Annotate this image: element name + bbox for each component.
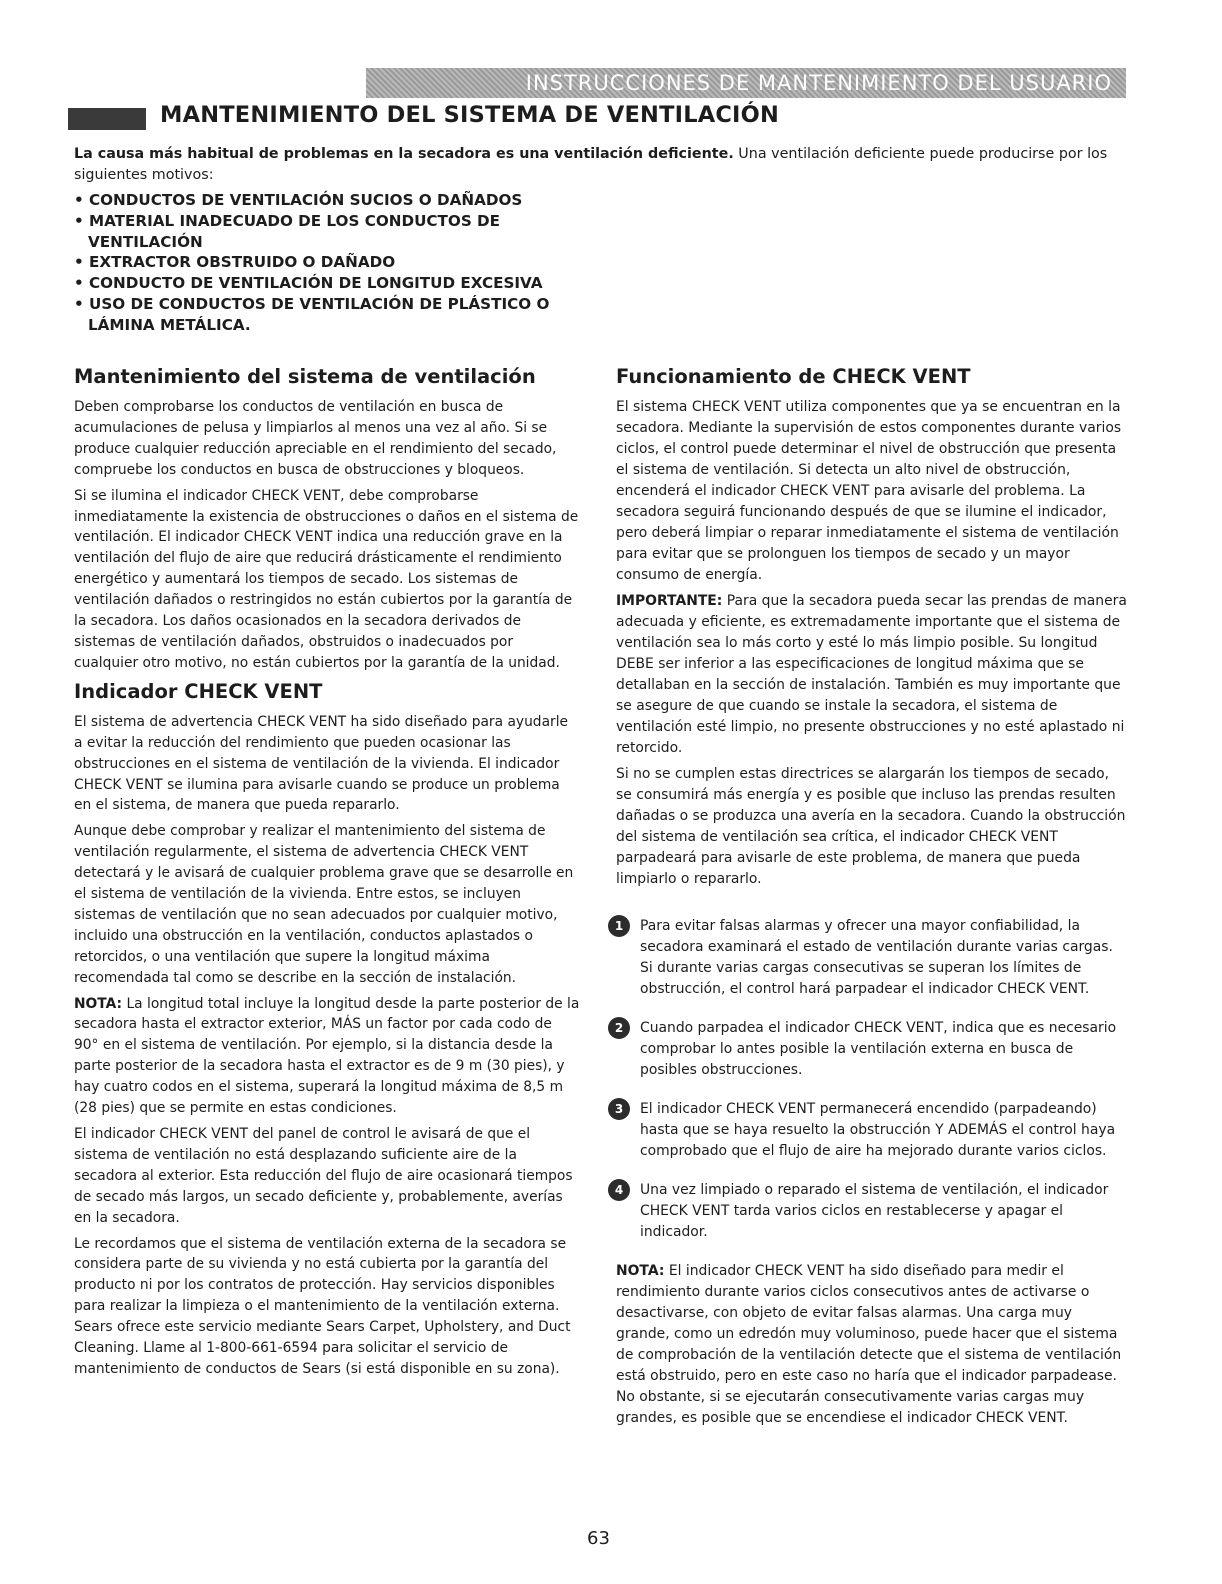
paragraph: Aunque debe comprobar y realizar el mantenimiento del sistema de ventilación regularmente, el sistema de advertencia CHECK VENT detectará y le avisará de cualquier problema grave que se desarrolle en el sistema de ventilación de la vivienda. Entre estos, se incluyen sistemas de ventilación que no sean adecuados por cualquier motivo, incluido una obstrucción en la ventilación, conductos aplastados o retorcidos, o una ventilación que supere la longitud máxima recomendada tal como se describe en la sección de instalación.: [74, 823, 574, 986]
paragraph: Si se ilumina el indicador CHECK VENT, debe comprobarse inmediatamente la existencia de obstrucciones o daños en el sistema de ventilación. El indicador CHECK VENT indica una reducción grave en la ventilación del flujo de aire que reducirá drásticamente el rendimiento energético y aumentará los tiempos de secado. Los sistemas de ventilación dañados o restringidos no están cubiertos por la garantía de la secadora. Los daños ocasionados en la secadora derivados de sistemas de ventilación dañados, obstruidos o inadecuados por cualquier otro motivo, no están cubiertos por la garantía de la unidad.: [74, 487, 579, 671]
paragraph: El sistema CHECK VENT utiliza componentes que ya se encuentran en la secadora. Mediante la supervisión de estos componentes durante varios ciclos, el control puede determinar el nivel de obstrucción que presenta el sistema de ventilación. Si detecta un alto nivel de obstrucción, encenderá el indicador CHECK VENT para avisarle del problema. La secadora seguirá funcionando después de que se ilumine el indicador, pero deberá limpiar o reparar inmediatamente el sistema de ventilación para evitar que se prolonguen los tiempos de secado y un mayor consumo de energía.: [616, 399, 1122, 583]
step-text: El indicador CHECK VENT permanecerá encendido (parpadeando) hasta que se haya resuelto la obstrucción Y ADEMÁS el control haya comprobado que el flujo de aire ha mejorado durante varios ciclos.: [640, 1101, 1116, 1159]
paragraph: Deben comprobarse los conductos de ventilación en busca de acumulaciones de pelusa y limpiarlos al menos una vez al año. Si se produce cualquier reducción apreciable en el rendimiento del secado, compruebe los conductos en busca de obstrucciones y bloqueos.: [74, 399, 557, 478]
list-item: • USO DE CONDUCTOS DE VENTILACIÓN DE PLÁSTICO O LÁMINA METÁLICA.: [74, 294, 584, 336]
cause-list: [74, 190, 584, 336]
important-text: Para que la secadora pueda secar las prendas de manera adecuada y eficiente, es extremadamente importante que el sistema de ventilación sea lo más corto y esté lo más limpio posible. Su longitud DEBE ser inferior a las especificaciones de longitud máxima que se detallaban en la sección de instalación. También es muy importante que se asegure de que cuando se instale la secadora, el sistema de ventilación esté limpio, no presente obstrucciones y no esté aplastado ni retorcido.: [616, 593, 1127, 756]
section-banner: INSTRUCCIONES DE MANTENIMIENTO DEL USUARIO: [366, 68, 1126, 98]
note-paragraph: [616, 1261, 1128, 1429]
note-label: NOTA:: [74, 995, 123, 1012]
step-item: [616, 1018, 1128, 1081]
step-text: Para evitar falsas alarmas y ofrecer una mayor confiabilidad, la secadora examinará el estado de ventilación durante varias cargas. Si durante varias cargas consecutivas se superan los límites de obstrucción, el control hará parpadear el indicador CHECK VENT.: [640, 918, 1113, 997]
important-paragraph: [616, 591, 1128, 759]
list-item: • MATERIAL INADECUADO DE LOS CONDUCTOS DE VENTILACIÓN: [74, 211, 584, 253]
list-item: • CONDUCTOS DE VENTILACIÓN SUCIOS O DAÑADOS: [74, 190, 584, 211]
note-label: NOTA:: [616, 1263, 665, 1279]
heading-vent-maintenance: Mantenimiento del sistema de ventilación: [74, 365, 536, 388]
step-number-badge: 4: [608, 1179, 630, 1201]
numbered-steps: [616, 916, 1128, 1243]
page-number: 63: [587, 1528, 610, 1549]
page-title: MANTENIMIENTO DEL SISTEMA DE VENTILACIÓN: [160, 102, 779, 128]
intro-rest: Una ventilación deficiente puede producirse por los siguientes motivos:: [74, 146, 1108, 183]
right-column: [616, 364, 1128, 1434]
step-item: [616, 916, 1128, 1000]
list-item: • CONDUCTO DE VENTILACIÓN DE LONGITUD EXCESIVA: [74, 273, 584, 294]
step-text: Cuando parpadea el indicador CHECK VENT, indica que es necesario comprobar lo antes posible la ventilación externa en busca de posibles obstrucciones.: [640, 1020, 1117, 1078]
note-text: La longitud total incluye la longitud desde la parte posterior de la secadora hasta el extractor exterior, MÁS un factor por cada codo de 90° en el sistema de ventilación. Por ejemplo, si la distancia desde la parte posterior de la secadora hasta el extractor es de 9 m (30 pies), y hay cuatro codos en el sistema, superará la longitud máxima de 8,5 m (28 pies) que se permite en estas condiciones.: [74, 995, 580, 1117]
paragraph: El indicador CHECK VENT del panel de control le avisará de que el sistema de ventilación no está desplazando suficiente aire de la secadora al exterior. Esta reducción del flujo de aire ocasionará tiempos de secado más largos, un secado deficiente y, probablemente, averías en la secadora.: [74, 1126, 573, 1226]
left-column: [74, 364, 580, 1385]
note-text: El indicador CHECK VENT ha sido diseñado para medir el rendimiento durante varios ciclos consecutivos antes de activarse o desactivarse, con objeto de evitar falsas alarmas. Una carga muy grande, como un edredón muy voluminoso, puede hacer que el sistema de comprobación de la ventilación detecte que el sistema de ventilación está obstruido, pero en este caso no haría que el indicador parpadease. No obstante, si se ejecutarán consecutivamente varias cargas muy grandes, es posible que se encendiese el indicador CHECK VENT.: [616, 1263, 1122, 1426]
step-text: Una vez limpiado o reparado el sistema de ventilación, el indicador CHECK VENT tarda varios ciclos en restablecerse y apagar el indicador.: [640, 1182, 1109, 1240]
step-number-badge: 1: [608, 915, 630, 937]
list-item: • EXTRACTOR OBSTRUIDO O DAÑADO: [74, 252, 584, 273]
step-number-badge: 3: [608, 1098, 630, 1120]
intro-bold: La causa más habitual de problemas en la secadora es una ventilación deficiente.: [74, 146, 734, 162]
section-marker-block: [68, 108, 146, 130]
paragraph: Le recordamos que el sistema de ventilación externa de la secadora se considera parte de su vivienda y no está cubierta por la garantía del producto ni por los contratos de protección. Hay servicios disponibles para realizar la limpieza o el mantenimiento de la ventilación externa. Sears ofrece este servicio mediante Sears Carpet, Upholstery, and Duct Cleaning. Llame al 1-800-661-6594 para solicitar el servicio de mantenimiento de conductos de Sears (si está disponible en su zona).: [74, 1235, 571, 1377]
step-item: [616, 1099, 1128, 1162]
intro-paragraph: [74, 144, 1160, 186]
heading-check-vent-indicator: Indicador CHECK VENT: [74, 679, 323, 703]
paragraph: El sistema de advertencia CHECK VENT ha sido diseñado para ayudarle a evitar la reducción del rendimiento que pueden ocasionar las obstrucciones en el sistema de ventilación de la vivienda. El indicador CHECK VENT se ilumina para avisarle cuando se produce un problema en el sistema, de manera que pueda repararlo.: [74, 713, 569, 814]
step-number-badge: 2: [608, 1017, 630, 1039]
note-paragraph: [74, 994, 580, 1119]
heading-check-vent-operation: Funcionamiento de CHECK VENT: [616, 365, 971, 388]
paragraph: Si no se cumplen estas directrices se alargarán los tiempos de secado, se consumirá más energía y es posible que incluso las prendas resulten dañadas o se produzca una avería en la secadora. Cuando la obstrucción del sistema de ventilación sea crítica, el indicador CHECK VENT parpadeará para avisarle de este problema, de manera que pueda limpiarlo o repararlo.: [616, 766, 1126, 887]
important-label: IMPORTANTE:: [616, 593, 723, 609]
step-item: [616, 1180, 1128, 1243]
